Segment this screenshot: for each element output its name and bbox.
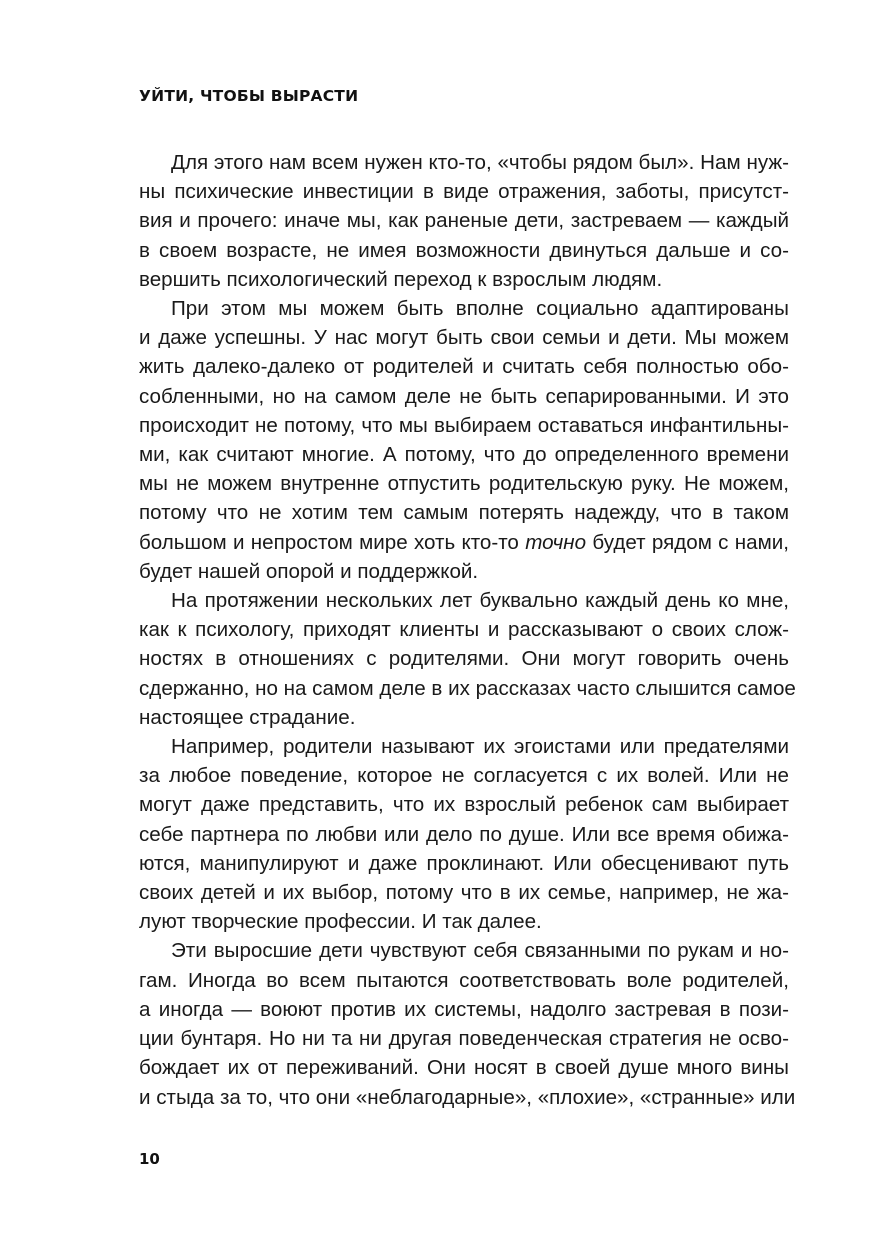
text-line: жить далеко-далеко от родителей и считать себя полностью обо- [139, 355, 789, 379]
text-line: и даже успешны. У нас могут быть свои семьи и дети. Мы можем [139, 326, 789, 350]
page-number: 10 [139, 1150, 160, 1168]
text-line: большом и непростом мире хоть кто-то точно будет рядом с нами, [139, 530, 789, 554]
text-line: своих детей и их выбор, потому что в их семье, например, не жа- [139, 881, 789, 905]
paragraph-2 [139, 294, 789, 586]
text-line: ции бунтаря. Но ни та ни другая поведенческая стратегия не осво- [139, 1027, 789, 1051]
paragraph-4 [139, 732, 789, 936]
text-line: ны психические инвестиции в виде отражения, заботы, присутст- [139, 180, 789, 204]
text-line: мы не можем внутренне отпустить родительскую руку. Не можем, [139, 472, 789, 496]
text-line: собленными, но на самом деле не быть сепарированными. И это [139, 384, 789, 408]
text-line: как к психологу, приходят клиенты и рассказывают о своих слож- [139, 618, 789, 642]
text-line: Для этого нам всем нужен кто-то, «чтобы рядом был». Нам нуж- [171, 151, 789, 174]
paragraph-3 [139, 586, 796, 732]
text-line: потому что не хотим тем самым потерять надежду, что в таком [139, 501, 789, 525]
text-line: луют творческие профессии. И так далее. [139, 910, 542, 934]
text-line: сдержанно, но на самом деле в их рассказах часто слышится самое [139, 676, 796, 700]
text-line: вия и прочего: иначе мы, как раненые дети, застреваем — каждый [139, 209, 789, 233]
emphasis: точно [525, 530, 587, 554]
text-line: гам. Иногда во всем пытаются соответствовать воле родителей, [139, 968, 789, 992]
text-line: вершить психологический переход к взрослым людям. [139, 267, 663, 291]
text-line: ми, как считают многие. А потому, что до определенного времени [139, 443, 789, 467]
text-line: себе партнера по любви или дело по душе. Или все время обижа- [139, 822, 789, 846]
text-line: могут даже представить, что их взрослый ребенок сам выбирает [139, 793, 789, 817]
text-line: На протяжении нескольких лет буквально каждый день ко мне, [171, 589, 789, 613]
text-line: за любое поведение, которое не согласуется с их волей. Или не [139, 764, 789, 788]
text-line: и стыда за то, что они «неблагодарные», «плохие», «странные» или [139, 1085, 796, 1109]
text-line: При этом мы можем быть вполне социально адаптированы [171, 297, 789, 321]
text-line: ются, манипулируют и даже проклинают. Или обесценивают путь [139, 851, 789, 875]
paragraph-5 [139, 936, 796, 1111]
text-line: в своем возрасте, не имея возможности двинуться дальше и со- [139, 238, 789, 262]
text-line: а иногда — воюют против их системы, надолго застревая в пози- [139, 997, 789, 1021]
text-line: происходит не потому, что мы выбираем оставаться инфантильны- [139, 413, 789, 437]
running-head: УЙТИ, ЧТОБЫ ВЫРАСТИ [139, 87, 359, 105]
text-line: Эти выросшие дети чувствуют себя связанными по рукам и но- [171, 939, 789, 963]
text-line: Например, родители называют их эгоистами или предателями [171, 735, 789, 759]
body-text [139, 148, 796, 1112]
paragraph-1 [139, 148, 789, 294]
text-line: бождает их от переживаний. Они носят в своей душе много вины [139, 1056, 789, 1080]
text-line: настоящее страдание. [139, 705, 356, 729]
text-line: ностях в отношениях с родителями. Они могут говорить очень [139, 647, 789, 671]
text-line: будет нашей опорой и поддержкой. [139, 559, 479, 583]
